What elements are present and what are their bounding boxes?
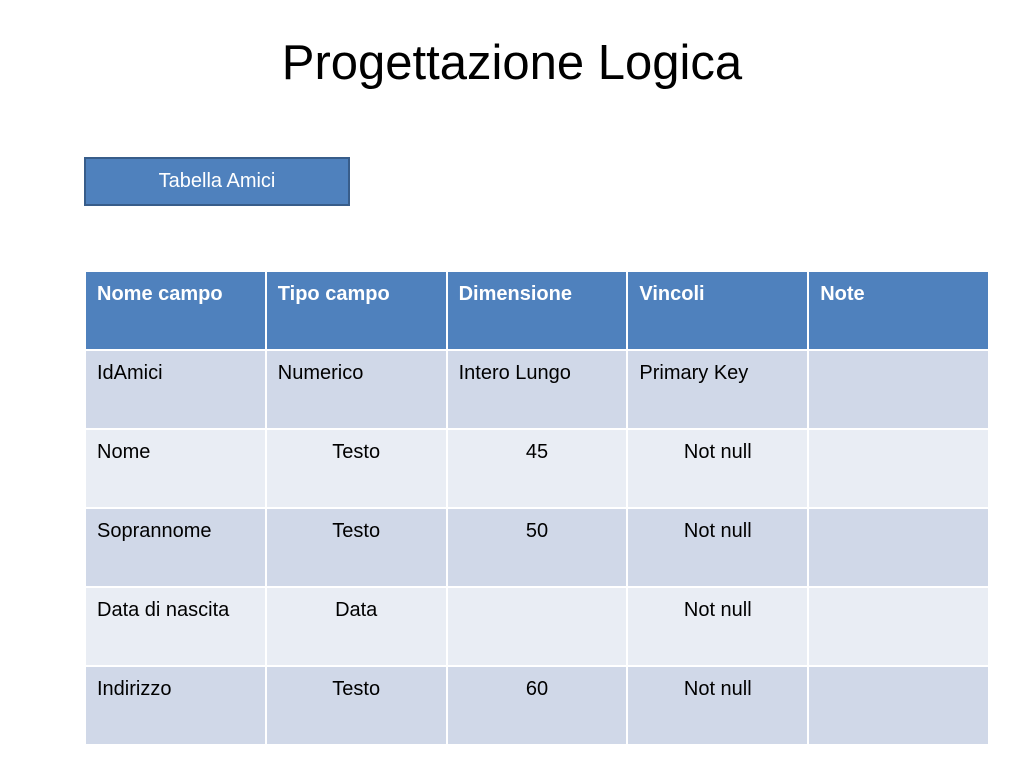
cell-vincoli: Not null bbox=[627, 508, 808, 587]
cell-tipo-campo: Testo bbox=[266, 666, 447, 745]
header-dimensione: Dimensione bbox=[447, 271, 628, 350]
header-tipo-campo: Tipo campo bbox=[266, 271, 447, 350]
cell-tipo-campo: Testo bbox=[266, 508, 447, 587]
cell-nome-campo: Data di nascita bbox=[85, 587, 266, 666]
table-label-box bbox=[84, 157, 350, 206]
cell-vincoli: Not null bbox=[627, 587, 808, 666]
cell-nome-campo: IdAmici bbox=[85, 350, 266, 429]
cell-tipo-campo: Testo bbox=[266, 429, 447, 508]
table-row bbox=[85, 350, 989, 429]
cell-note bbox=[808, 429, 989, 508]
cell-dimensione: 45 bbox=[447, 429, 628, 508]
header-nome-campo: Nome campo bbox=[85, 271, 266, 350]
cell-nome-campo: Nome bbox=[85, 429, 266, 508]
cell-vincoli: Not null bbox=[627, 666, 808, 745]
cell-dimensione: 50 bbox=[447, 508, 628, 587]
cell-vincoli: Not null bbox=[627, 429, 808, 508]
cell-dimensione: 60 bbox=[447, 666, 628, 745]
fields-table bbox=[84, 270, 990, 746]
cell-tipo-campo: Numerico bbox=[266, 350, 447, 429]
table-row bbox=[85, 508, 989, 587]
header-note: Note bbox=[808, 271, 989, 350]
header-vincoli: Vincoli bbox=[627, 271, 808, 350]
cell-dimensione bbox=[447, 587, 628, 666]
cell-vincoli: Primary Key bbox=[627, 350, 808, 429]
cell-note bbox=[808, 587, 989, 666]
slide-title: Progettazione Logica bbox=[281, 36, 743, 90]
table-row bbox=[85, 587, 989, 666]
cell-note bbox=[808, 350, 989, 429]
table-label-text: Tabella Amici bbox=[158, 170, 276, 192]
cell-dimensione: Intero Lungo bbox=[447, 350, 628, 429]
cell-nome-campo: Indirizzo bbox=[85, 666, 266, 745]
cell-note bbox=[808, 666, 989, 745]
cell-tipo-campo: Data bbox=[266, 587, 447, 666]
table-header-row bbox=[85, 271, 989, 350]
table-row bbox=[85, 429, 989, 508]
cell-note bbox=[808, 508, 989, 587]
table-row bbox=[85, 666, 989, 745]
cell-nome-campo: Soprannome bbox=[85, 508, 266, 587]
